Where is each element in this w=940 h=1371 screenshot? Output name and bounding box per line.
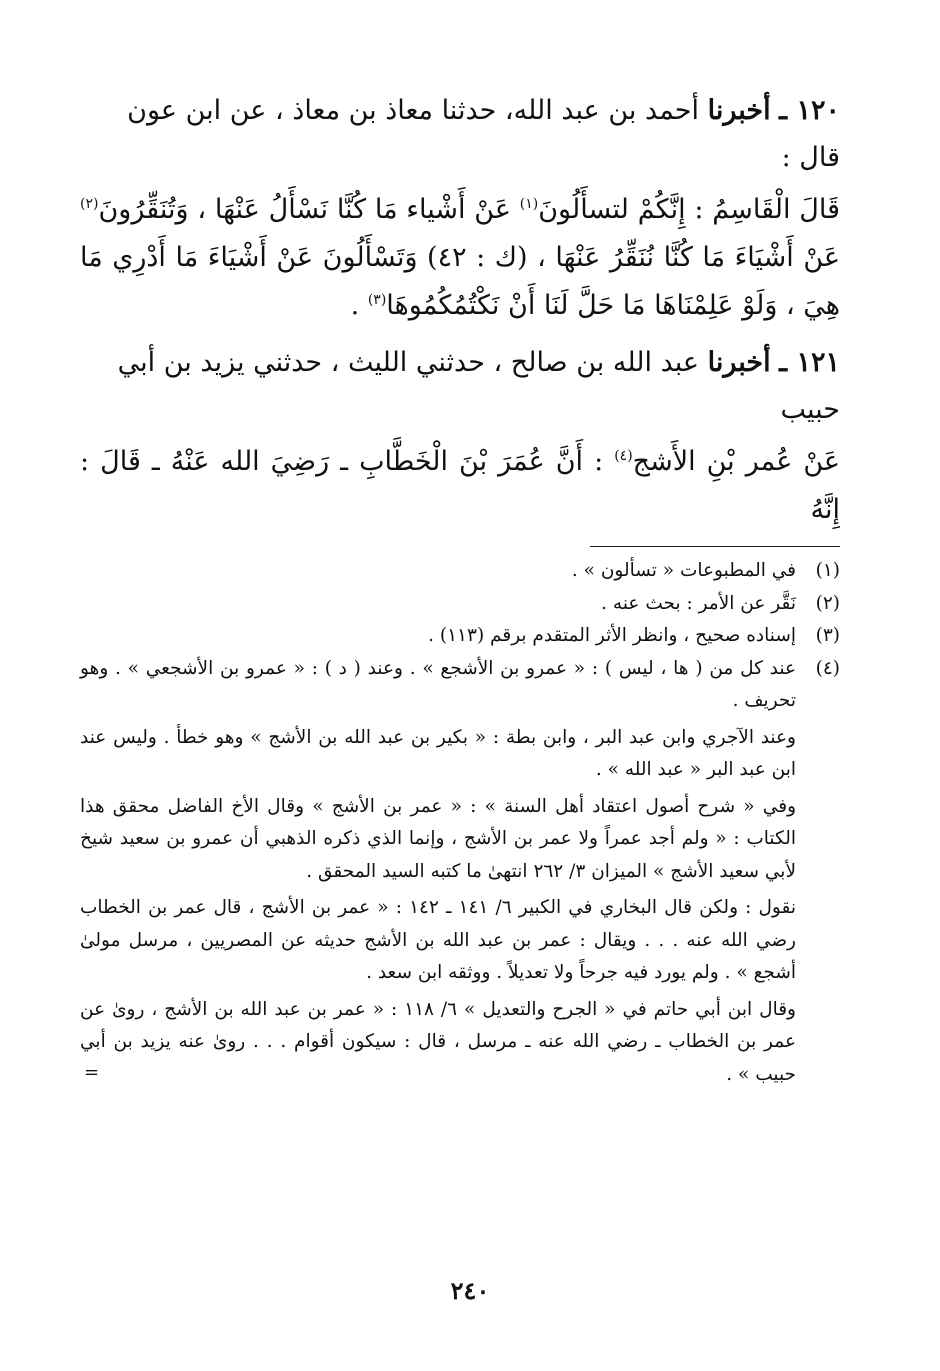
entry-lead-word: أخبرنا [707, 347, 771, 378]
footnote-text: وعند الآجري وابن عبد البر ، وابن بطة : « بكير بن عبد الله بن الأشج » وهو خطأ . وليس عند ابن عبد البر « عبد الله » . [80, 726, 796, 780]
footnote-1 [80, 555, 840, 588]
footnote-3 [80, 620, 840, 653]
isnad-text: عبد الله بن صالح ، حدثني الليث ، حدثني يزيد بن أبي [117, 347, 699, 378]
page-number: ٢٤٠ [450, 1276, 490, 1305]
isnad-chain [80, 338, 840, 388]
entry-lead-word: أخبرنا [707, 95, 771, 126]
matn-text: عَنْ عُمر بْنِ الأَشج$^{(٤)}$ : أَنَّ عُمَرَ بْنَ الْخَطَّابِ ـ رَضِيَ الله عَنْهُ ـ قَالَ : إِنَّهُ [80, 446, 840, 525]
footnote-ref: (٢) [80, 196, 99, 212]
footnote-ref: (٤) [614, 448, 633, 464]
footnote-number: (٢) [815, 592, 840, 614]
hadith-entry-120 [80, 86, 840, 330]
footnote-number: (١) [815, 560, 840, 581]
footnote-text: نقول : ولكن قال البخاري في الكبير ٦/ ١٤١ ـ ١٤٢ : « عمر بن الأشج ، قال عمر بن الخطاب رضي الله عنه . . . ويقال : عمر بن عبد الله بن الأشج حديثه عن المصريين ، مرسل مولىٰ أشجع » . ولم يورد فيه جرحاً ولا تعديلاً . ووثقه ابن سعد . [80, 897, 796, 983]
footnote-text: إسناده صحيح ، وانظر الأثر المتقدم برقم (١١٣) . [428, 625, 796, 646]
footnote-2 [80, 588, 840, 621]
hadith-entry-121 [80, 338, 840, 534]
footnote-ref: (١) [519, 196, 539, 212]
footnote-text: في المطبوعات « تسألون » . [571, 560, 796, 581]
footnote-text: وفي « شرح أصول اعتقاد أهل السنة » : « عمر بن الأشج » وقال الأخ الفاضل محقق هذا الكتاب : « ولم أجد عمراً ولا عمر بن الأشج ، وإنما الذي ذكره الذهبي أن عمرو بن سعيد شيخ لأبي سعيد الأشج » الميزان ٣/ ٢٦٢ انتهىٰ ما كتبه السيد المحقق . [80, 795, 796, 882]
footnote-divider [590, 546, 840, 547]
page-body [80, 86, 840, 1091]
continuation-mark: = [84, 1061, 100, 1083]
footnote-text: نَقَّر عن الأمر : بحث عنه . [601, 592, 796, 614]
footnote-number: (٣) [815, 625, 840, 646]
footnote-text: عند كل من ( ها ، ليس ) : « عمرو بن الأشجع » . وعند ( د ) : « عمرو بن الأشجعي » . وهو تحريف . [80, 657, 796, 711]
isnad-text: أحمد بن عبد الله، حدثنا معاذ بن معاذ ، عن ابن عون [127, 95, 699, 126]
footnote-4 [80, 653, 840, 1092]
isnad-chain-end: قال : [781, 142, 840, 173]
footnote-text: وقال ابن أبي حاتم في « الجرح والتعديل » ٦/ ١١٨ : « عمر بن عبد الله بن الأشج ، روىٰ عن عمر بن الخطاب ـ رضي الله عنه ـ مرسل ، قال : سيكون أقوام . . . روىٰ عنه يزيد بن أبي حبيب » . [80, 998, 796, 1085]
footnotes [80, 555, 840, 1091]
footnote-number: (٤) [815, 657, 840, 679]
isnad-chain [80, 86, 840, 136]
entry-number: ١٢١ ـ [779, 347, 840, 378]
entry-number: ١٢٠ ـ [779, 95, 840, 126]
matn-text: قَالَ الْقَاسِمُ : إِنَّكُمْ لتسأَلُونَ$^{(١)}$ عَنْ أَشْياء مَا كُنَّا نَسْأَلُ عَنْهَا ، وَتُنَقِّرُونَ$^{(٢)}$ عَنْ أَشْيَاءَ مَا كُنَّا نُنَقِّرُ عَنْهَا ، (ك : ٤٢) وَتَسْأَلُونَ عَنْ أَشْيَاءَ مَا أَدْرِي مَا هِيَ ، وَلَوْ عَلِمْنَاهَا مَا حَلَّ لَنَا أَنْ نَكْتُمُكُمُوهَا$^{(٣)}$ . [80, 194, 840, 321]
footnote-ref: (٣) [367, 292, 387, 308]
isnad-chain-end: حبيب [780, 394, 840, 425]
